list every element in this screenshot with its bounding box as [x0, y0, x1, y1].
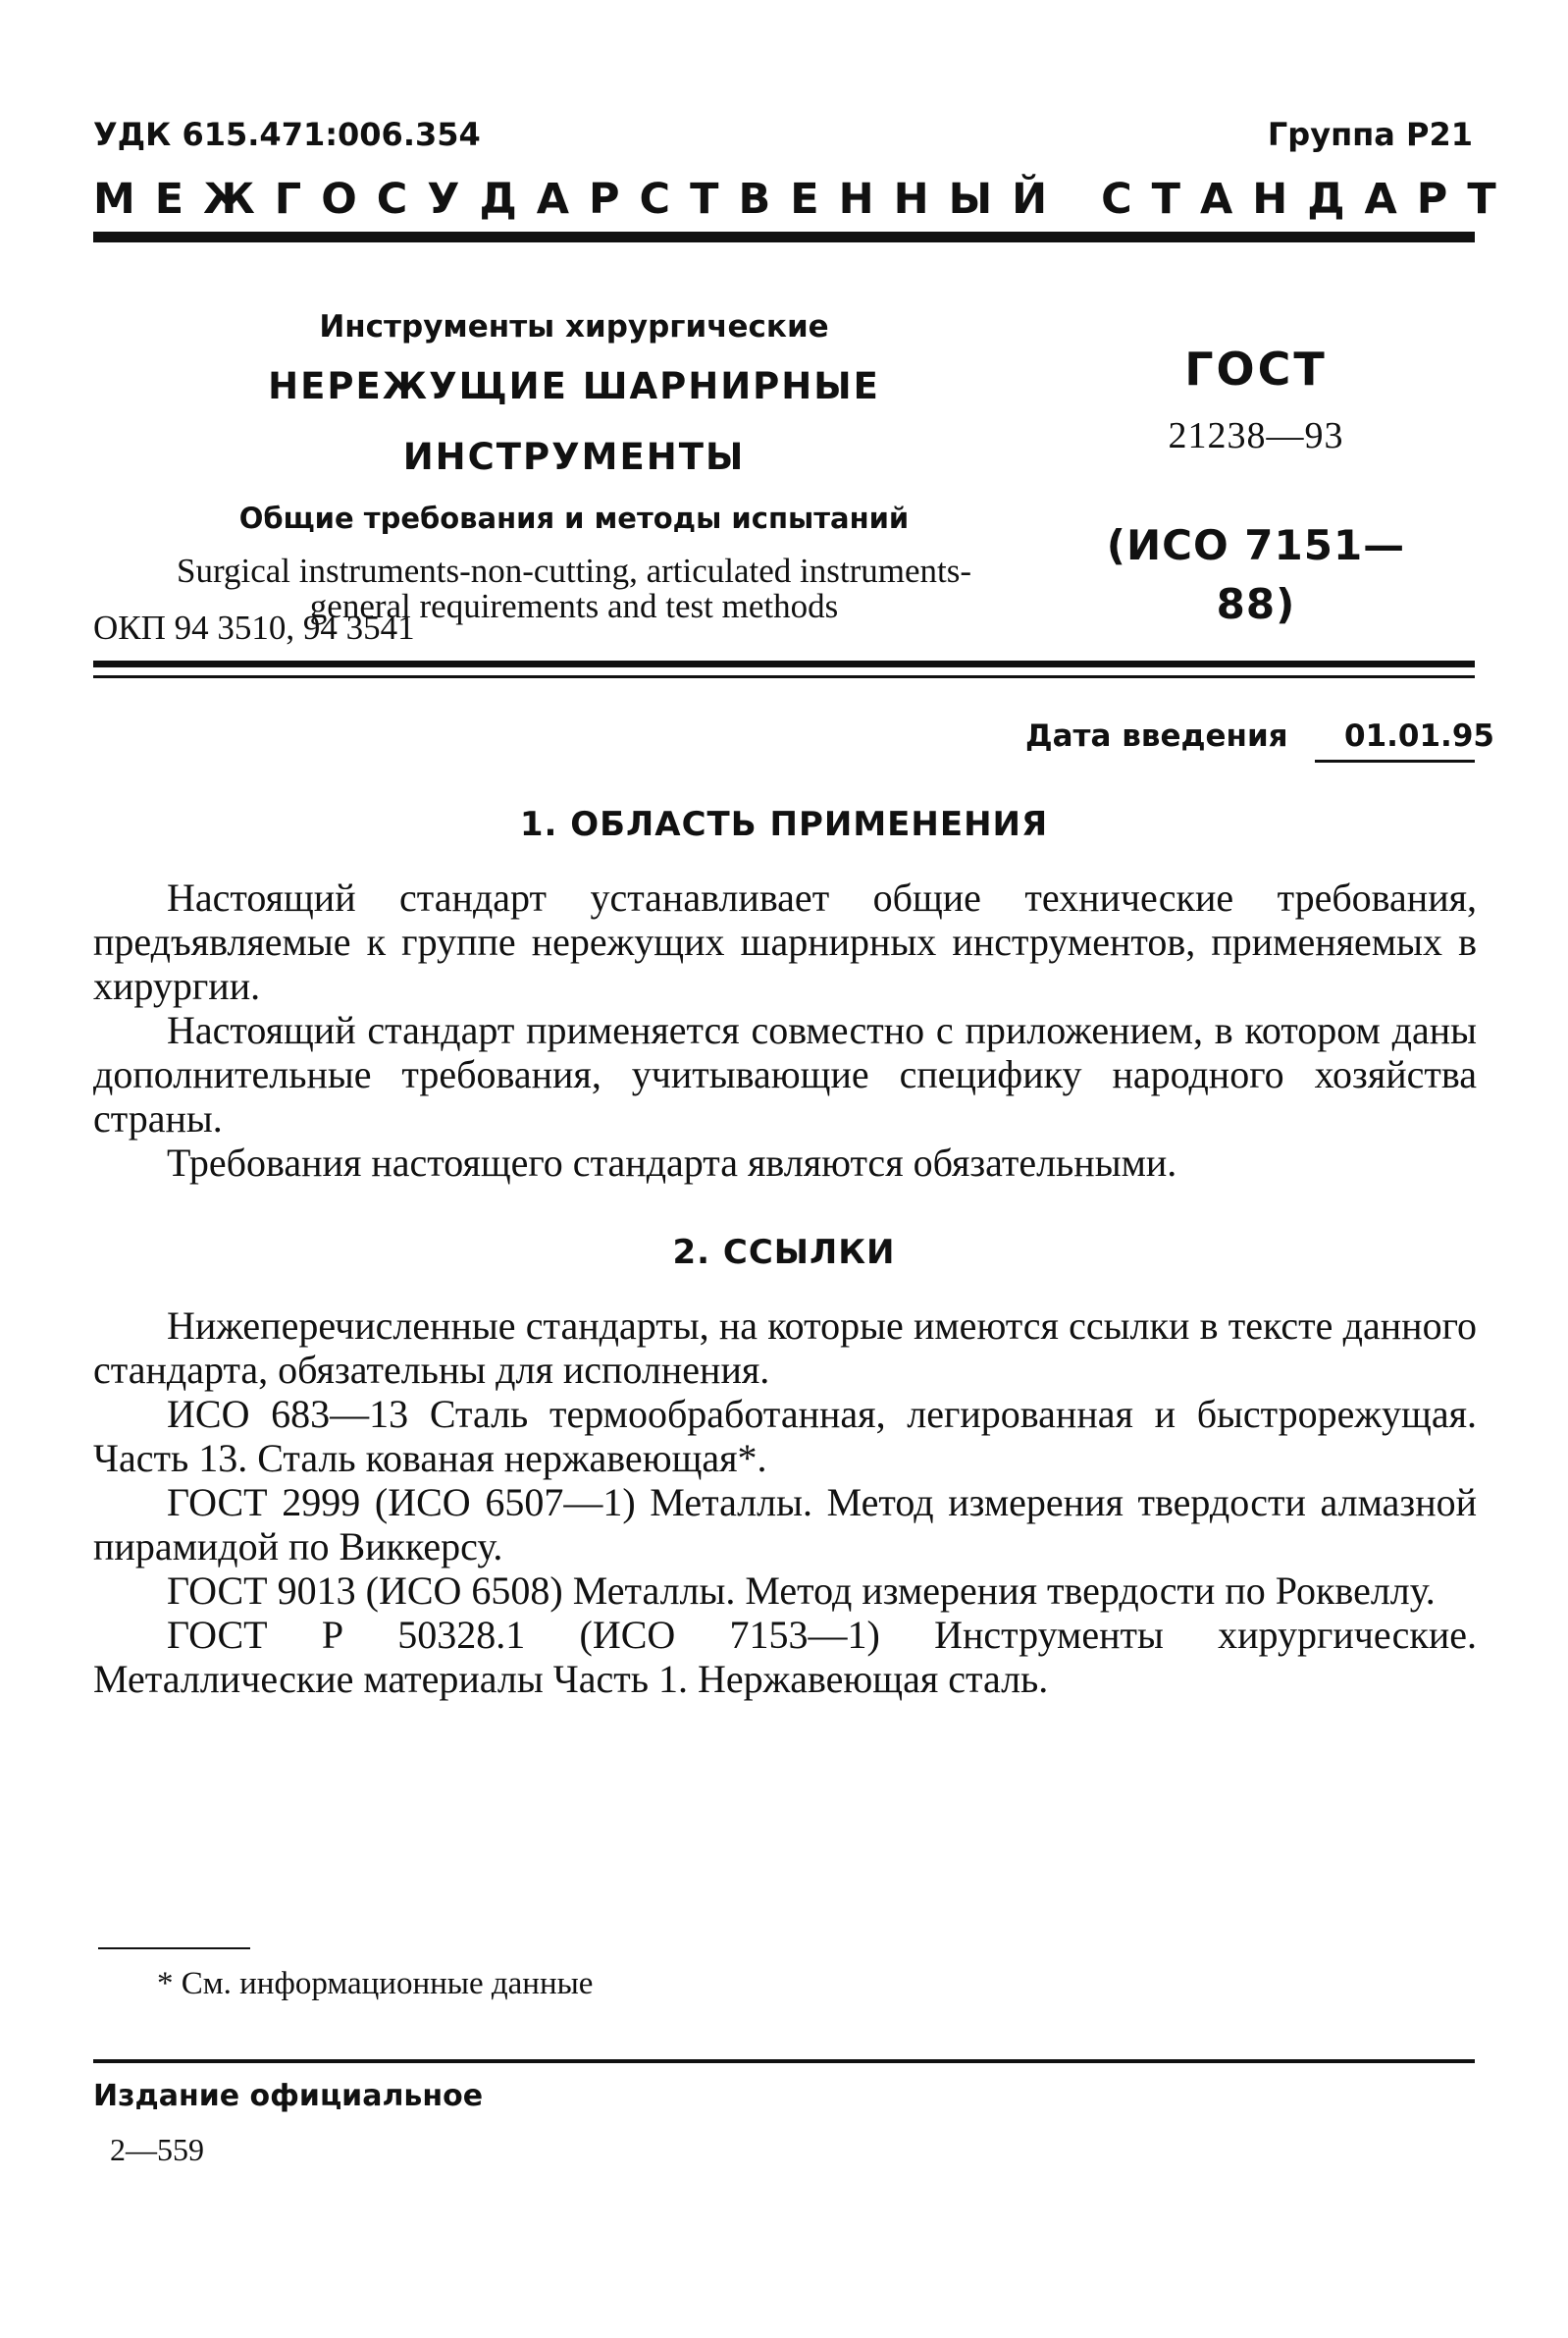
footnote: * См. информационные данные — [157, 1966, 594, 2001]
reference-item: ГОСТ 2999 (ИСО 6507—1) Металлы. Метод измерения твердости алмазной пирамидой по Виккерсу. — [93, 1480, 1477, 1568]
okp-code: ОКП 94 3510, 94 3541 — [93, 609, 415, 647]
intro-date-label: Дата введения — [1025, 718, 1288, 754]
gost-number: 21238—93 — [1168, 415, 1344, 456]
udk-code: УДК 615.471:006.354 — [93, 116, 481, 153]
footer-rule — [93, 2059, 1475, 2063]
reference-item: ИСО 683—13 Сталь термообработанная, легированная и быстрорежущая. Часть 13. Сталь кованая нержавеющая*. — [93, 1392, 1477, 1480]
gost-label: ГОСТ — [1184, 343, 1328, 396]
title-rule-thick — [93, 661, 1475, 667]
section-2-body — [93, 1303, 1477, 1701]
topic-title: Инструменты хирургические — [319, 309, 829, 345]
iso-reference: (ИСО 7151—88) — [1106, 521, 1406, 628]
reference-item: ГОСТ 9013 (ИСО 6508) Металлы. Метод измерения твердости по Роквеллу. — [167, 1568, 1436, 1613]
subtitle: Общие требования и методы испытаний — [238, 502, 910, 535]
intro-date-value: 01.01.95 — [1344, 718, 1494, 754]
paragraph: Нижеперечисленные стандарты, на которые имеются ссылки в тексте данного стандарта, обязательны для исполнения. — [93, 1303, 1477, 1392]
title-rule-thin — [93, 675, 1475, 678]
edition-label: Издание официальное — [93, 2079, 484, 2113]
main-title: НЕРЕЖУЩИЕ ШАРНИРНЫЕ ИНСТРУМЕНТЫ — [268, 365, 880, 478]
section-2-heading: 2. ССЫЛКИ — [672, 1233, 896, 1272]
section-1-body — [93, 876, 1477, 1185]
intro-date-underline — [1315, 760, 1475, 763]
paragraph: Настоящий стандарт применяется совместно с приложением, в котором даны дополнительные требования, учитывающие специфику народного хозяйства страны. — [93, 1008, 1477, 1141]
section-1-heading: 1. ОБЛАСТЬ ПРИМЕНЕНИЯ — [519, 805, 1049, 844]
group-code: Группа Р21 — [1267, 116, 1473, 153]
footnote-separator — [98, 1947, 250, 1949]
reference-item: ГОСТ Р 50328.1 (ИСО 7153—1) Инструменты хирургические. Металлические материалы Часть 1. Нержавеющая сталь. — [93, 1613, 1477, 1701]
paragraph: Требования настоящего стандарта являются обязательными. — [167, 1141, 1177, 1185]
banner-rule — [93, 232, 1475, 242]
title-block — [147, 302, 1001, 624]
paragraph: Настоящий стандарт устанавливает общие технические требования, предъявляемые к группе нережущих шарнирных инструментов, применяемых в хирургии. — [93, 876, 1477, 1008]
page-code: 2—559 — [110, 2132, 204, 2167]
gost-designation — [1070, 334, 1442, 634]
standard-banner: МЕЖГОСУДАРСТВЕННЫЙ СТАНДАРТ — [93, 175, 1516, 224]
english-title: Surgical instruments-non-cutting, articulated instruments-general requirements and test methods — [176, 552, 972, 625]
